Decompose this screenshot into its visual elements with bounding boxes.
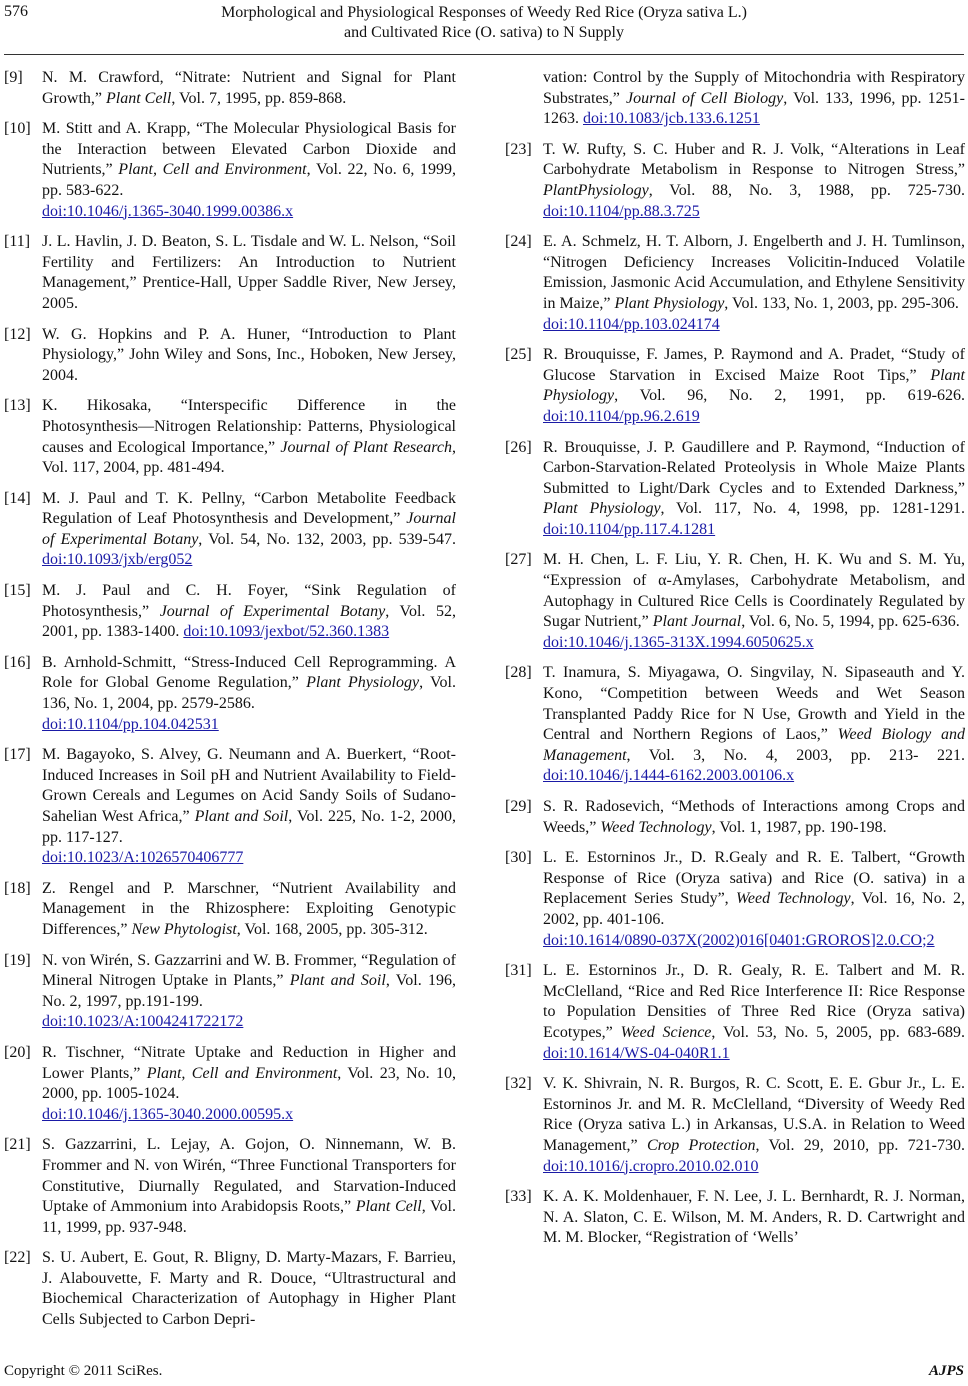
reference-item: [505, 797, 965, 838]
reference-item: [4, 951, 456, 1033]
reference-details: , Vol. 22, No. 6, 1999, pp. 583-622.: [42, 161, 457, 199]
reference-details: , Vol. 225, No. 1-2, 2000, pp. 117-127.: [42, 808, 456, 846]
reference-number: [19]: [4, 951, 31, 969]
reference-text: R. Tischner, “Nitrate Uptake and Reduction in Higher and Lower Plants,”: [42, 1043, 456, 1082]
doi-link[interactable]: doi:10.1083/jcb.133.6.1251: [583, 110, 760, 128]
reference-number: [17]: [4, 746, 31, 764]
reference-item: [505, 68, 965, 130]
reference-details: , Vol. 133, No. 1, 2003, pp. 295-306.: [724, 294, 959, 312]
reference-item: [505, 232, 965, 335]
reference-source: Journal of Plant Research: [280, 438, 452, 456]
reference-text: E. A. Schmelz, H. T. Alborn, J. Engelberth and J. H. Tumlinson, “Nitrogen Deficiency Increases Volicitin-Induced Volatile Emission, Jasmonic Acid Accumulation, and Ethylene Sensitivity in Maize,”: [543, 233, 965, 312]
reference-text: M. H. Chen, L. F. Liu, Y. R. Chen, H. K. Wu and S. M. Yu, “Expression of α-Amylases, Carbohydrate Metabolism, and Autophagy in Cultured Rice Cells is Coordinately Regulated by Sugar Nutrient,”: [543, 551, 965, 631]
reference-item: [505, 848, 965, 951]
journal-abbreviation: AJPS: [928, 1363, 964, 1379]
reference-item: [4, 1135, 456, 1238]
doi-link[interactable]: doi:10.1093/jexbot/52.360.1383: [183, 623, 390, 641]
reference-text: R. Brouquisse, J. P. Gaudillere and P. Raymond, “Induction of Carbon-Starvation-Related Proteolysis in Whole Maize Plants Submitted to Light/Dark Cycles and to Extended Darkness,”: [543, 438, 965, 497]
reference-details: , Vol. 133, 1996, pp. 1251-1263.: [543, 89, 966, 128]
reference-number: [16]: [4, 653, 31, 671]
reference-number: [22]: [4, 1249, 31, 1267]
reference-text: R. Brouquisse, F. James, P. Raymond and A. Pradet, “Study of Glucose Starvation in Excised Maize Root Tips,”: [543, 346, 965, 384]
reference-text: K. Hikosaka, “Interspecific Difference in the Photosynthesis―Nitrogen Relationship: Patterns, Physiological causes and Ecological Importance,”: [42, 397, 456, 456]
doi-link[interactable]: doi:10.1016/j.cropro.2010.02.010: [543, 1157, 759, 1175]
doi-link[interactable]: doi:10.1104/pp.88.3.725: [543, 202, 700, 220]
reference-details: , Vol. 16, No. 2, 2002, pp. 401-106.: [543, 890, 966, 928]
reference-text: Z. Rengel and P. Marschner, “Nutrient Availability and Management in the Rhizosphere: Exploiting Genotypic Differences,”: [42, 879, 456, 938]
reference-details: , Vol. 96, No. 2, 1991, pp. 619-626.: [614, 387, 965, 405]
reference-text: B. Arnhold-Schmitt, “Stress-Induced Cell Reprogramming. A Role for Global Genome Regulation,”: [42, 653, 456, 692]
doi-link[interactable]: doi:10.1046/j.1365-3040.2000.00595.x: [42, 1105, 294, 1123]
reference-number: [31]: [505, 962, 532, 980]
reference-details: , Vol. 88, No. 3, 1988, pp. 725-730.: [648, 181, 965, 199]
reference-number: [33]: [505, 1188, 532, 1206]
reference-text: vation: Control by the Supply of Mitochondria with Respiratory Substrates,”: [543, 69, 965, 107]
reference-item: [4, 581, 456, 643]
references-right-column: [505, 68, 965, 1259]
reference-text: S. U. Aubert, E. Gout, R. Bligny, D. Marty-Mazars, F. Barrieu, J. Alabouvette, F. Marty and R. Douce, “Ultrastructural and Biochemical Characterization of Autophagy in Higher Plant Cells Subjected to Carbon Depri-: [42, 1249, 456, 1329]
reference-text: M. J. Paul and T. K. Pellny, “Carbon Metabolite Feedback Regulation of Leaf Photosynthesis and Development,”: [42, 489, 456, 528]
doi-link[interactable]: doi:10.1614/WS-04-040R1.1: [543, 1044, 730, 1062]
reference-item: [4, 653, 456, 735]
reference-text: S. R. Radosevich, “Methods of Interactions among Crops and Weeds,”: [543, 798, 965, 836]
reference-number: [21]: [4, 1136, 31, 1154]
reference-number: [13]: [4, 397, 31, 415]
reference-text: N. M. Crawford, “Nitrate: Nutrient and Signal for Plant Growth,”: [42, 69, 456, 107]
reference-source: Plant Physiology: [614, 294, 725, 312]
reference-text: V. K. Shivrain, N. R. Burgos, R. C. Scott, E. E. Gbur Jr., L. E. Estorninos Jr. and M. R. McClelland, “Diversity of Weedy Red Rice (Oryza sativa L.) in Arkansas, U.S.A. in Relation to Weed Management,”: [543, 1075, 965, 1154]
page-header: [0, 3, 968, 43]
reference-source: Plant Physiology: [543, 366, 965, 405]
reference-item: [4, 325, 456, 387]
reference-text: T. Inamura, S. Miyagawa, O. Singvilay, N. Sipaseauth and Y. Kono, “Competition between Weeds and Wet Season Transplanted Paddy Rice for N Use, Growth and Yield in the Central and Northern Regions of Laos,”: [543, 664, 965, 744]
reference-source: Plant and Soil: [289, 972, 386, 990]
reference-number: [18]: [4, 879, 31, 897]
reference-item: [4, 745, 456, 869]
reference-source: Journal of Experimental Botany: [42, 510, 456, 548]
reference-text: N. von Wirén, S. Gazzarrini and W. B. Frommer, “Regulation of Mineral Nitrogen Uptake in Plants,”: [42, 951, 456, 990]
reference-number: [23]: [505, 140, 532, 158]
reference-source: Journal of Cell Biology: [626, 89, 784, 107]
reference-source: Plant Physiology: [306, 674, 420, 692]
copyright-notice: Copyright © 2011 SciRes.: [4, 1363, 163, 1379]
reference-number: [10]: [4, 120, 31, 138]
reference-item: [4, 119, 456, 222]
reference-item: [4, 879, 456, 941]
reference-number: [9]: [4, 69, 23, 86]
reference-source: Weed Technology: [600, 818, 712, 836]
reference-item: [505, 550, 965, 653]
reference-item: [505, 663, 965, 787]
reference-item: [4, 68, 456, 109]
reference-number: [32]: [505, 1075, 532, 1093]
reference-details: , Vol. 1, 1987, pp. 190-198.: [711, 818, 887, 836]
reference-text: M. Bagayoko, S. Alvey, G. Neumann and A. Buerkert, “Root-Induced Increases in Soil pH and Nutrient Availability to Field-Grown Cereals and Legumes on Acid Sandy Soils of Sudano-Sahelian West Africa,”: [42, 746, 456, 825]
reference-item: [4, 1043, 456, 1125]
reference-item: [505, 140, 965, 222]
reference-text: S. Gazzarrini, L. Lejay, A. Gojon, O. Ninnemann, W. B. Frommer and N. von Wirén, “Three Functional Transporters for Constitutive, Diurnally Regulated, and Starvation-Induced Uptake of Ammonium into Arabidopsis Roots,”: [42, 1136, 456, 1216]
reference-item: [4, 489, 456, 571]
reference-item: [505, 1074, 965, 1177]
references-left-column: [4, 68, 456, 1341]
reference-number: [26]: [505, 438, 532, 456]
reference-number: [14]: [4, 489, 31, 507]
reference-details: , Vol. 168, 2005, pp. 305-312.: [236, 920, 428, 938]
reference-number: [15]: [4, 582, 31, 600]
header-rule: [4, 54, 964, 55]
reference-number: [30]: [505, 849, 532, 867]
reference-details: , Vol. 196, No. 2, 1997, pp.191-199.: [42, 972, 456, 1010]
doi-link[interactable]: doi:10.1104/pp.104.042531: [42, 715, 219, 733]
reference-details: , Vol. 54, No. 132, 2003, pp. 539-547.: [198, 530, 456, 548]
reference-source: Plant Cell: [355, 1198, 422, 1216]
reference-source: PlantPhysiology: [543, 181, 649, 199]
reference-details: , Vol. 117, No. 4, 1998, pp. 1281-1291.: [660, 500, 965, 518]
reference-details: , Vol. 7, 1995, pp. 859-868.: [171, 89, 347, 107]
reference-item: [505, 438, 965, 541]
reference-details: , Vol. 6, No. 5, 1994, pp. 625-636.: [741, 613, 960, 631]
reference-number: [28]: [505, 664, 532, 682]
page-number: 576: [4, 3, 28, 20]
doi-link[interactable]: doi:10.1046/j.1444-6162.2003.00106.x: [543, 767, 795, 785]
reference-text: M. J. Paul and C. H. Foyer, “Sink Regulation of Photosynthesis,”: [42, 582, 456, 620]
doi-link[interactable]: doi:10.1093/jxb/erg052: [42, 551, 193, 569]
reference-number: [20]: [4, 1043, 31, 1061]
reference-source: Journal of Experimental Botany: [159, 602, 386, 620]
doi-link[interactable]: doi:10.1046/j.1365-313X.1994.6050625.x: [543, 633, 814, 651]
reference-text: K. A. K. Moldenhauer, F. N. Lee, J. L. Bernhardt, R. J. Norman, N. A. Slaton, C. E. Wilson, M. M. Anders, R. D. Cartwright and M. M. Blocker, “Registration of ‘Wells’: [543, 1188, 965, 1247]
doi-link[interactable]: doi:10.1046/j.1365-3040.1999.00386.x: [42, 202, 294, 220]
reference-source: Weed Technology: [736, 890, 851, 908]
doi-link[interactable]: doi:10.1104/pp.103.024174: [543, 315, 720, 333]
doi-link[interactable]: doi:10.1023/A:1026570406777: [42, 849, 244, 867]
reference-source: Weed Science: [620, 1023, 712, 1041]
running-title-line-1: Morphological and Physiological Responses of Weedy Red Rice (Oryza sativa L.): [221, 4, 747, 21]
reference-details: , Vol. 117, 2004, pp. 481-494.: [42, 438, 456, 477]
reference-details: , Vol. 29, 2010, pp. 721-730.: [755, 1136, 966, 1154]
doi-link[interactable]: doi:10.1104/pp.117.4.1281: [543, 520, 716, 538]
reference-number: [29]: [505, 798, 532, 815]
reference-source: Plant Physiology: [543, 500, 661, 518]
reference-number: [11]: [4, 233, 31, 251]
reference-details: , Vol. 23, No. 10, 2000, pp. 1005-1024.: [42, 1064, 457, 1103]
reference-item: [505, 345, 965, 427]
running-title-line-2: and Cultivated Rice (O. sativa) to N Supply: [344, 24, 624, 41]
reference-source: Weed Biology and Management: [543, 726, 965, 764]
reference-details: , Vol. 11, 1999, pp. 937-948.: [42, 1198, 456, 1236]
reference-text: W. G. Hopkins and P. A. Huner, “Introduction to Plant Physiology,” John Wiley and Sons, Inc., Hoboken, New Jersey, 2004.: [42, 325, 456, 384]
reference-text: M. Stitt and A. Krapp, “The Molecular Physiological Basis for the Interaction between Elevated Carbon Dioxide and Nutrients,”: [42, 120, 456, 179]
reference-number: [12]: [4, 325, 31, 343]
reference-item: [4, 1248, 456, 1330]
reference-details: , Vol. 53, No. 5, 2005, pp. 683-689.: [711, 1023, 966, 1041]
reference-source: Plant Cell: [105, 89, 172, 107]
reference-source: Plant Journal: [652, 613, 742, 631]
reference-source: Plant and Soil: [194, 808, 289, 825]
reference-number: [25]: [505, 346, 532, 364]
reference-number: [27]: [505, 551, 532, 569]
reference-text: T. W. Rufty, S. C. Huber and R. J. Volk, “Alterations in Leaf Carbohydrate Metabolism in Response to Nitrogen Stress,”: [543, 140, 965, 179]
reference-source: New Phytologist: [131, 920, 237, 938]
reference-details: , Vol. 136, No. 1, 2004, pp. 2579-2586.: [42, 674, 456, 713]
reference-text: L. E. Estorninos Jr., D. R. Gealy, R. E. Talbert and M. R. McClelland, “Rice and Red Rice Interference II: Rice Response to Population Densities of Three Red Rice (Oryza sativa) Ecotypes,”: [543, 962, 965, 1041]
reference-item: [505, 961, 965, 1064]
reference-source: Plant, Cell and Environment: [118, 161, 307, 179]
reference-text: J. L. Havlin, J. D. Beaton, S. L. Tisdale and W. L. Nelson, “Soil Fertility and Fertilizers: An Introduction to Nutrient Management,” Prentice-Hall, Upper Saddle River, New Jersey, 2005.: [42, 233, 456, 312]
reference-number: [24]: [505, 233, 532, 251]
doi-link[interactable]: doi:10.1104/pp.96.2.619: [543, 407, 700, 425]
reference-details: , Vol. 52, 2001, pp. 1383-1400.: [42, 602, 456, 641]
doi-link[interactable]: doi:10.1614/0890-037X(2002)016[0401:GROROS]2.0.CO;2: [543, 931, 935, 949]
reference-item: [505, 1187, 965, 1249]
doi-link[interactable]: doi:10.1023/A:1004241722172: [42, 1013, 244, 1031]
reference-source: Plant, Cell and Environment: [146, 1064, 338, 1082]
reference-item: [4, 232, 456, 314]
reference-source: Crop Protection: [646, 1136, 756, 1154]
reference-details: , Vol. 3, No. 4, 2003, pp. 213- 221.: [626, 746, 965, 764]
reference-text: L. E. Estorninos Jr., D. R.Gealy and R. E. Talbert, “Growth Response of Rice (Oryza sativa) and Rice (O. sativa) in a Replacement Series Study”,: [543, 849, 965, 908]
reference-item: [4, 396, 456, 478]
